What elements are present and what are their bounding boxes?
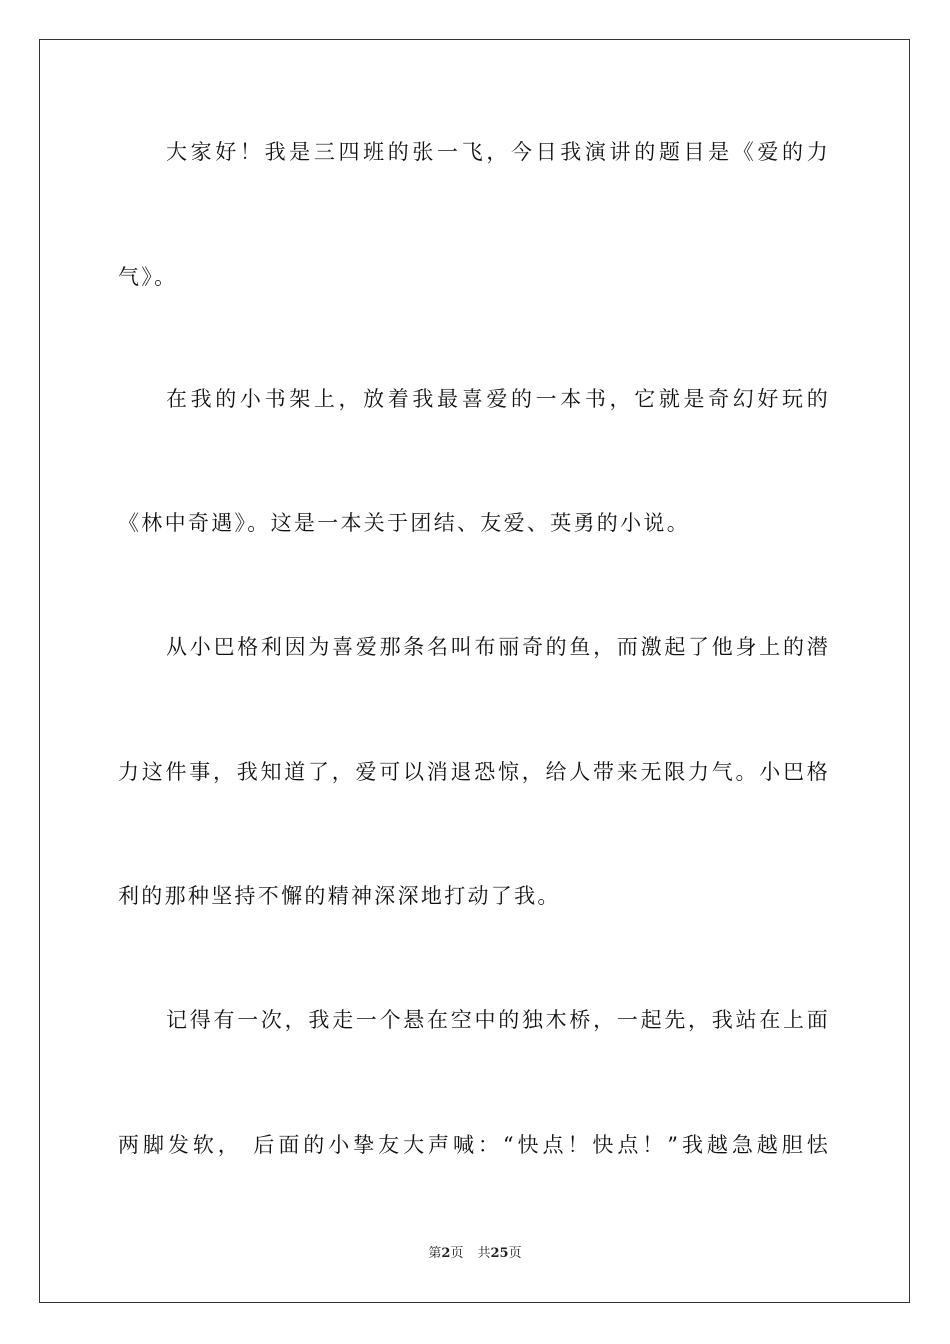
footer-total-prefix: 共: [477, 1246, 491, 1261]
paragraph-4-line-2: 两脚发软， 后面的小挚友大声喊：“快点！快点！”我越急越胆怯: [118, 1133, 830, 1157]
paragraph-3-line-2: 力这件事，我知道了，爱可以消退恐惊，给人带来无限力气。小巴格: [118, 760, 830, 784]
footer-page-suffix: 页: [450, 1246, 464, 1261]
paragraph-2-line-1: 在我的小书架上，放着我最喜爱的一本书，它就是奇幻好玩的: [166, 387, 830, 411]
footer-page-number: 2: [441, 1246, 451, 1261]
paragraph-1-line-2: 气》。: [118, 265, 178, 289]
paragraph-2-line-2: 《林中奇遇》。这是一本关于团结、友爱、英勇的小说。: [118, 511, 690, 535]
footer-total-suffix: 页: [508, 1246, 522, 1261]
page-frame: [39, 39, 910, 1303]
paragraph-1-line-1: 大家好！我是三四班的张一飞，今日我演讲的题目是《爱的力: [166, 140, 830, 164]
paragraph-3-line-1: 从小巴格利因为喜爱那条名叫布丽奇的鱼，而激起了他身上的潜: [166, 635, 830, 659]
page-footer: [0, 1245, 950, 1263]
footer-page-prefix: 第: [428, 1246, 442, 1261]
paragraph-3-line-3: 利的那种坚持不懈的精神深深地打动了我。: [118, 884, 561, 908]
paragraph-4-line-1: 记得有一次，我走一个悬在空中的独木桥，一起先，我站在上面: [166, 1008, 830, 1032]
footer-total-pages: 25: [490, 1246, 509, 1261]
